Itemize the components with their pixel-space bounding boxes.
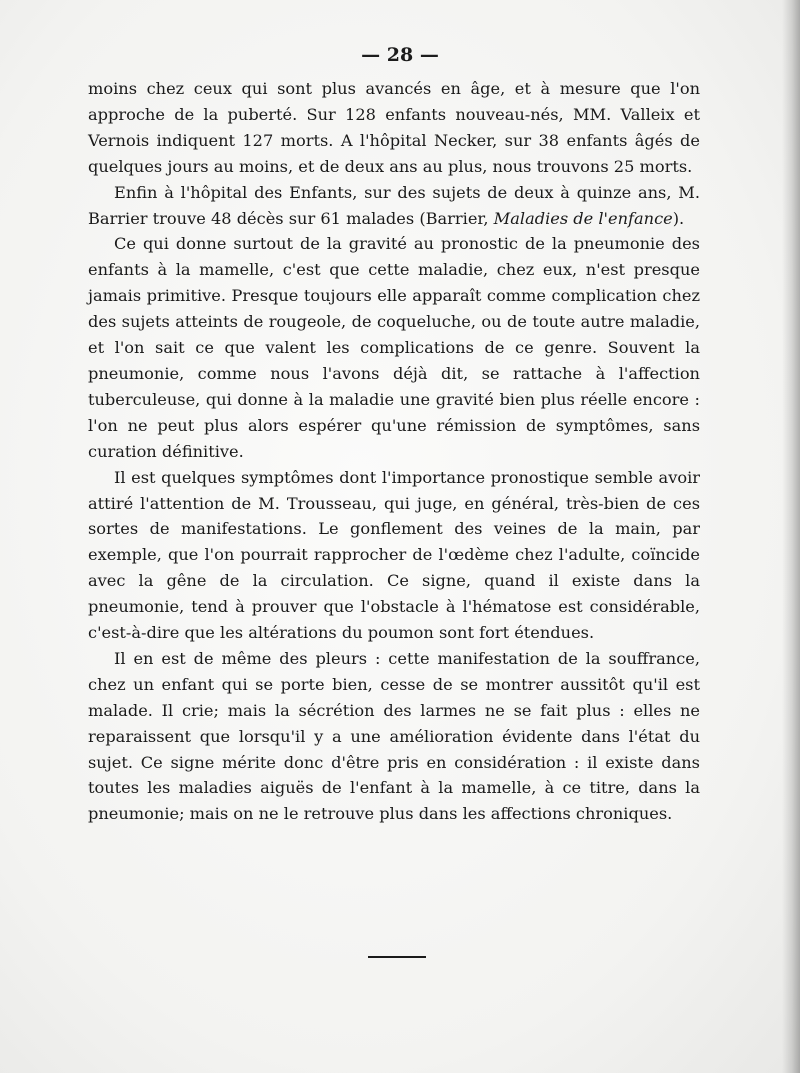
page-edge-shadow: [782, 0, 800, 1073]
paragraph-2-text: Enfin à l'hôpital des Enfants, sur des sujets de deux à quinze ans, M. Barrier trouve 48 décès sur 61 malades (Barrier,: [88, 182, 700, 228]
paragraph-1: moins chez ceux qui sont plus avancés en âge, et à mesure que l'on approche de la puberté. Sur 128 enfants nouveau-nés, MM. Valleix et Vernois indiquent 127 morts. A l'hôpital Necker, sur 38 enfants âgés de quelques jours au moins, et de deux ans au plus, nous trouvons 25 morts.: [88, 79, 700, 176]
book-title-reference: Maladies de l'enfance: [493, 208, 673, 228]
paragraph-4: Il est quelques symptômes dont l'importance pronostique semble avoir attiré l'attention de M. Trousseau, qui juge, en général, très-bien de ces sortes de manifestations. Le gonflement des veines de la main, par exemple, que l'on pourrait rapprocher de l'œdème chez l'adulte, coïncide avec la gêne de la circulation. Ce signe, quand il existe dans la pneumonie, tend à prouver que l'obstacle à l'hématose est considérable, c'est-à-dire que les altérations du poumon sont fort étendues.: [88, 467, 700, 643]
paragraph-3: Ce qui donne surtout de la gravité au pronostic de la pneumonie des enfants à la mamelle, c'est que cette maladie, chez eux, n'est presque jamais primitive. Presque toujours elle apparaît comme complication chez des sujets atteints de rougeole, de coqueluche, ou de toute autre maladie, et l'on sait ce que valent les complications de ce genre. Souvent la pneumonie, comme nous l'avons déjà dit, se rattache à l'affection tuberculeuse, qui donne à la maladie une gravité bien plus réelle encore : l'on ne peut plus alors espérer qu'une rémission de symptômes, sans curation définitive.: [88, 234, 700, 461]
end-rule: [368, 956, 426, 958]
paragraph-2: [88, 180, 700, 232]
paragraph-2-closing: ).: [672, 208, 685, 228]
paragraph-5: Il en est de même des pleurs : cette manifestation de la souffrance, chez un enfant qui se porte bien, cesse de se montrer aussitôt qu'il est malade. Il crie; mais la sécrétion des larmes ne se fait plus : elles ne reparaissent que lorsqu'il y a une amélioration évidente dans l'état du sujet. Ce signe mérite donc d'être pris en considération : il existe dans toutes les maladies aiguës de l'enfant à la mamelle, à ce titre, dans la pneumonie; mais on ne le retrouve plus dans les affections chroniques.: [88, 648, 700, 824]
page-number: — 28 —: [361, 44, 439, 66]
body-text: [88, 76, 700, 827]
